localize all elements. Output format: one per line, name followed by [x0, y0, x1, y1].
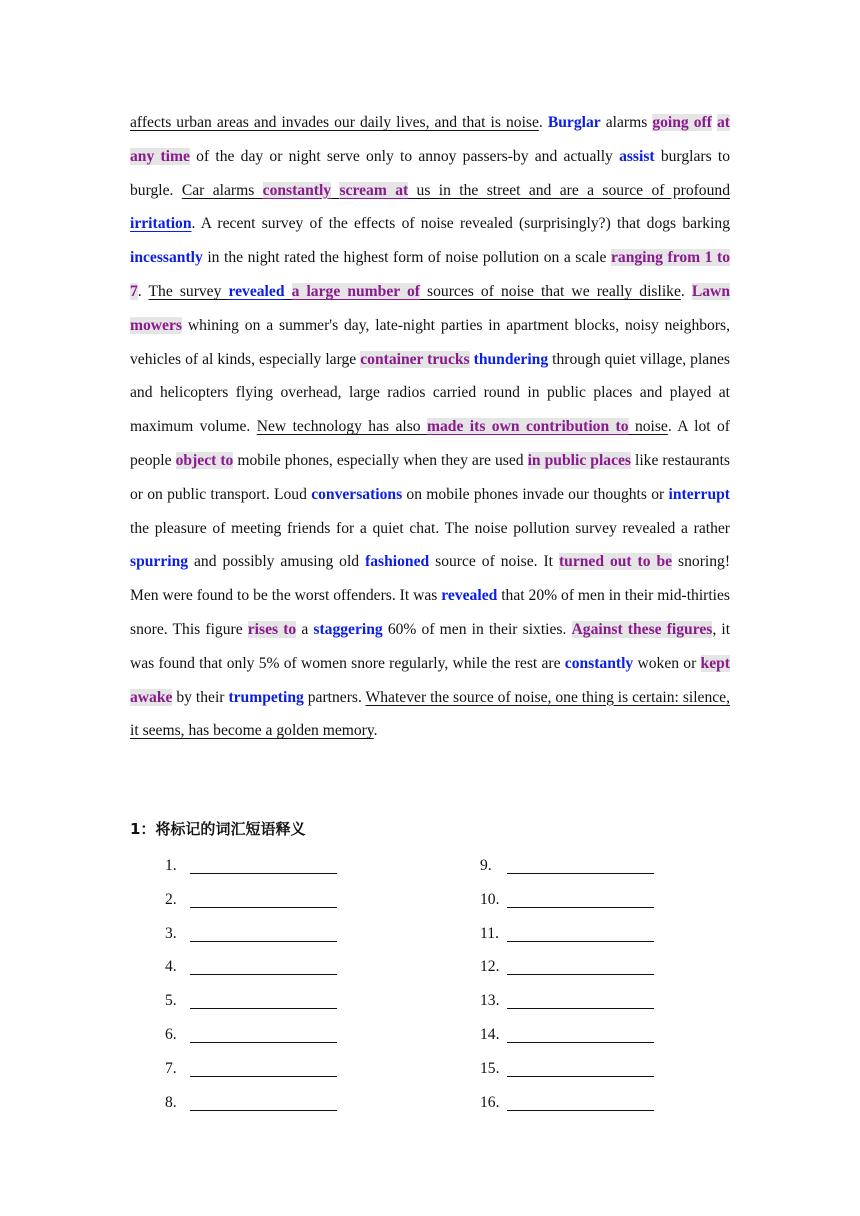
keyword-highlight: fashioned [365, 553, 430, 571]
blank-number: 1. [165, 857, 177, 874]
keyword-highlight: trumpeting [228, 688, 304, 706]
blank-number: 8. [165, 1093, 177, 1111]
keyword-highlight: interrupt [668, 485, 730, 503]
phrase-highlight: Lawn mowers [130, 282, 730, 334]
answer-blank [165, 1059, 177, 1079]
blank-number: 6. [165, 1026, 177, 1043]
phrase-highlight: container trucks [360, 350, 470, 368]
underlined-sentence: us in the street and are a source of profound [408, 181, 730, 199]
answer-line[interactable] [507, 1008, 654, 1009]
passage-text: burglars to burgle. [130, 147, 730, 199]
answer-blank [165, 991, 177, 1011]
passage-text: of the day or night serve only to annoy passers-by and actually [189, 147, 620, 165]
answer-line[interactable] [190, 873, 337, 874]
answer-line[interactable] [190, 1042, 337, 1043]
answer-blank [165, 890, 177, 910]
answer-line[interactable] [507, 907, 654, 908]
passage-text: 60% of men in their sixties. [382, 620, 572, 638]
passage-text: by their [172, 688, 229, 706]
phrase-highlight: object to [175, 451, 234, 469]
answer-blank [480, 957, 500, 977]
blank-number: 3. [165, 924, 177, 942]
answer-line[interactable] [190, 1110, 337, 1111]
passage-text: , it was found that only 5% of women snore regularly, while the rest are [130, 620, 731, 672]
answer-blank [480, 1093, 500, 1113]
passage-text: . [373, 722, 378, 740]
passage-text: the pleasure of meeting friends for a quiet chat. The noise pollution survey revealed a rather [130, 519, 730, 537]
keyword-highlight: Burglar [547, 114, 601, 131]
answer-line[interactable] [507, 873, 654, 874]
underlined-sentence: Car alarms [181, 181, 263, 199]
blank-number: 11. [480, 924, 499, 942]
blank-number: 9. [480, 857, 492, 874]
answer-line[interactable] [190, 941, 337, 942]
passage-text: . A recent survey of the effects of noise revealed (surprisingly?) that dogs barking [191, 215, 730, 233]
answer-blank [480, 1025, 500, 1045]
passage-text: through quiet village, planes and helicopters flying overhead, large radios carried round in public places and played at maximum volume. [130, 350, 730, 436]
answer-blank [165, 957, 177, 977]
underlined-sentence: New technology has also [256, 418, 428, 436]
keyword-highlight: irritation [130, 215, 192, 233]
phrase-highlight: scream at [339, 181, 409, 199]
keyword-highlight: constantly [564, 654, 634, 672]
answer-line[interactable] [507, 1110, 654, 1111]
phrase-highlight: rises to [247, 620, 297, 638]
passage-text: whining on a summer's day, late-night parties in apartment blocks, noisy neighbors, vehicles of al kinds, especially large [130, 316, 730, 368]
answer-blank [165, 924, 177, 944]
answer-blank [165, 1025, 177, 1045]
blank-number: 10. [480, 890, 500, 908]
answer-blank [165, 856, 177, 876]
underlined-sentence: The survey [148, 282, 229, 300]
passage-text: . A lot of people [130, 418, 730, 469]
blank-number: 5. [165, 992, 177, 1010]
passage-text: that 20% of men in their mid-thirties snore. This figure [130, 587, 730, 638]
passage-text: snoring! Men were found to be the worst offenders. It was [130, 553, 731, 605]
phrase-highlight: made its own contribution to [427, 418, 629, 436]
phrase-highlight: at any time [130, 114, 730, 165]
underlined-sentence: affects urban areas and invades our daily lives, and that is noise [130, 114, 539, 131]
phrase-highlight: turned out to be [558, 553, 673, 571]
keyword-highlight: conversations [311, 485, 403, 503]
passage-text: mobile phones, especially when they are used [233, 451, 528, 469]
keyword-highlight: incessantly [130, 249, 203, 267]
answer-blank [480, 924, 499, 944]
exercise-heading: 1：将标记的词汇短语释义 [130, 820, 306, 838]
blank-number: 16. [480, 1093, 500, 1111]
blank-number: 13. [480, 992, 500, 1010]
answer-line[interactable] [190, 1076, 337, 1077]
passage-text: in the night rated the highest form of noise pollution on a scale [202, 249, 611, 267]
phrase-highlight: a large number of [291, 282, 420, 300]
blank-number: 15. [480, 1059, 500, 1077]
passage-text: . [538, 114, 548, 131]
phrase-highlight: ranging from 1 to 7 [130, 249, 730, 300]
phrase-highlight: in public places [527, 451, 631, 469]
keyword-highlight: revealed [228, 282, 285, 300]
reading-passage [130, 106, 730, 748]
passage-text: source of noise. It [429, 553, 559, 571]
underlined-sentence [285, 283, 292, 300]
passage-text: a [296, 620, 314, 638]
answer-blank [480, 1059, 500, 1079]
blank-number: 2. [165, 890, 177, 908]
passage-text: and possibly amusing old [188, 553, 366, 571]
blank-number: 4. [165, 958, 177, 976]
answer-line[interactable] [190, 974, 337, 975]
phrase-highlight: constantly [262, 181, 332, 199]
answer-line[interactable] [507, 941, 654, 942]
underlined-sentence: noise [628, 418, 668, 436]
keyword-highlight: spurring [130, 553, 189, 571]
keyword-highlight: revealed [441, 587, 498, 605]
passage-text: . [680, 282, 692, 300]
keyword-highlight: thundering [473, 350, 549, 368]
keyword-highlight: staggering [313, 620, 383, 638]
answer-blank [480, 890, 500, 910]
answer-line[interactable] [190, 1008, 337, 1009]
passage-text: . [137, 282, 149, 300]
answer-line[interactable] [190, 907, 337, 908]
phrase-highlight: Against these figures [571, 620, 713, 638]
passage-text: woken or [633, 654, 701, 672]
underlined-sentence: Whatever the source of noise, one thing is certain: silence, it seems, has become a golden memory [130, 688, 731, 740]
blank-number: 14. [480, 1026, 500, 1043]
blank-number: 12. [480, 958, 500, 976]
answer-blank [165, 1093, 177, 1113]
phrase-highlight: kept awake [130, 654, 730, 706]
underlined-sentence: sources of noise that we really dislike [419, 282, 681, 300]
passage-text: partners. [303, 688, 366, 706]
answer-blank [480, 856, 492, 876]
blank-number: 7. [165, 1059, 177, 1077]
passage-text: on mobile phones invade our thoughts or [402, 485, 669, 503]
phrase-highlight: going off [652, 114, 712, 131]
passage-text: like restaurants or on public transport. Loud [130, 451, 730, 503]
answer-line[interactable] [507, 1042, 654, 1043]
answer-blank [480, 991, 500, 1011]
passage-text: alarms [600, 114, 653, 131]
answer-line[interactable] [507, 1076, 654, 1077]
keyword-highlight: assist [619, 147, 655, 165]
answer-line[interactable] [507, 974, 654, 975]
